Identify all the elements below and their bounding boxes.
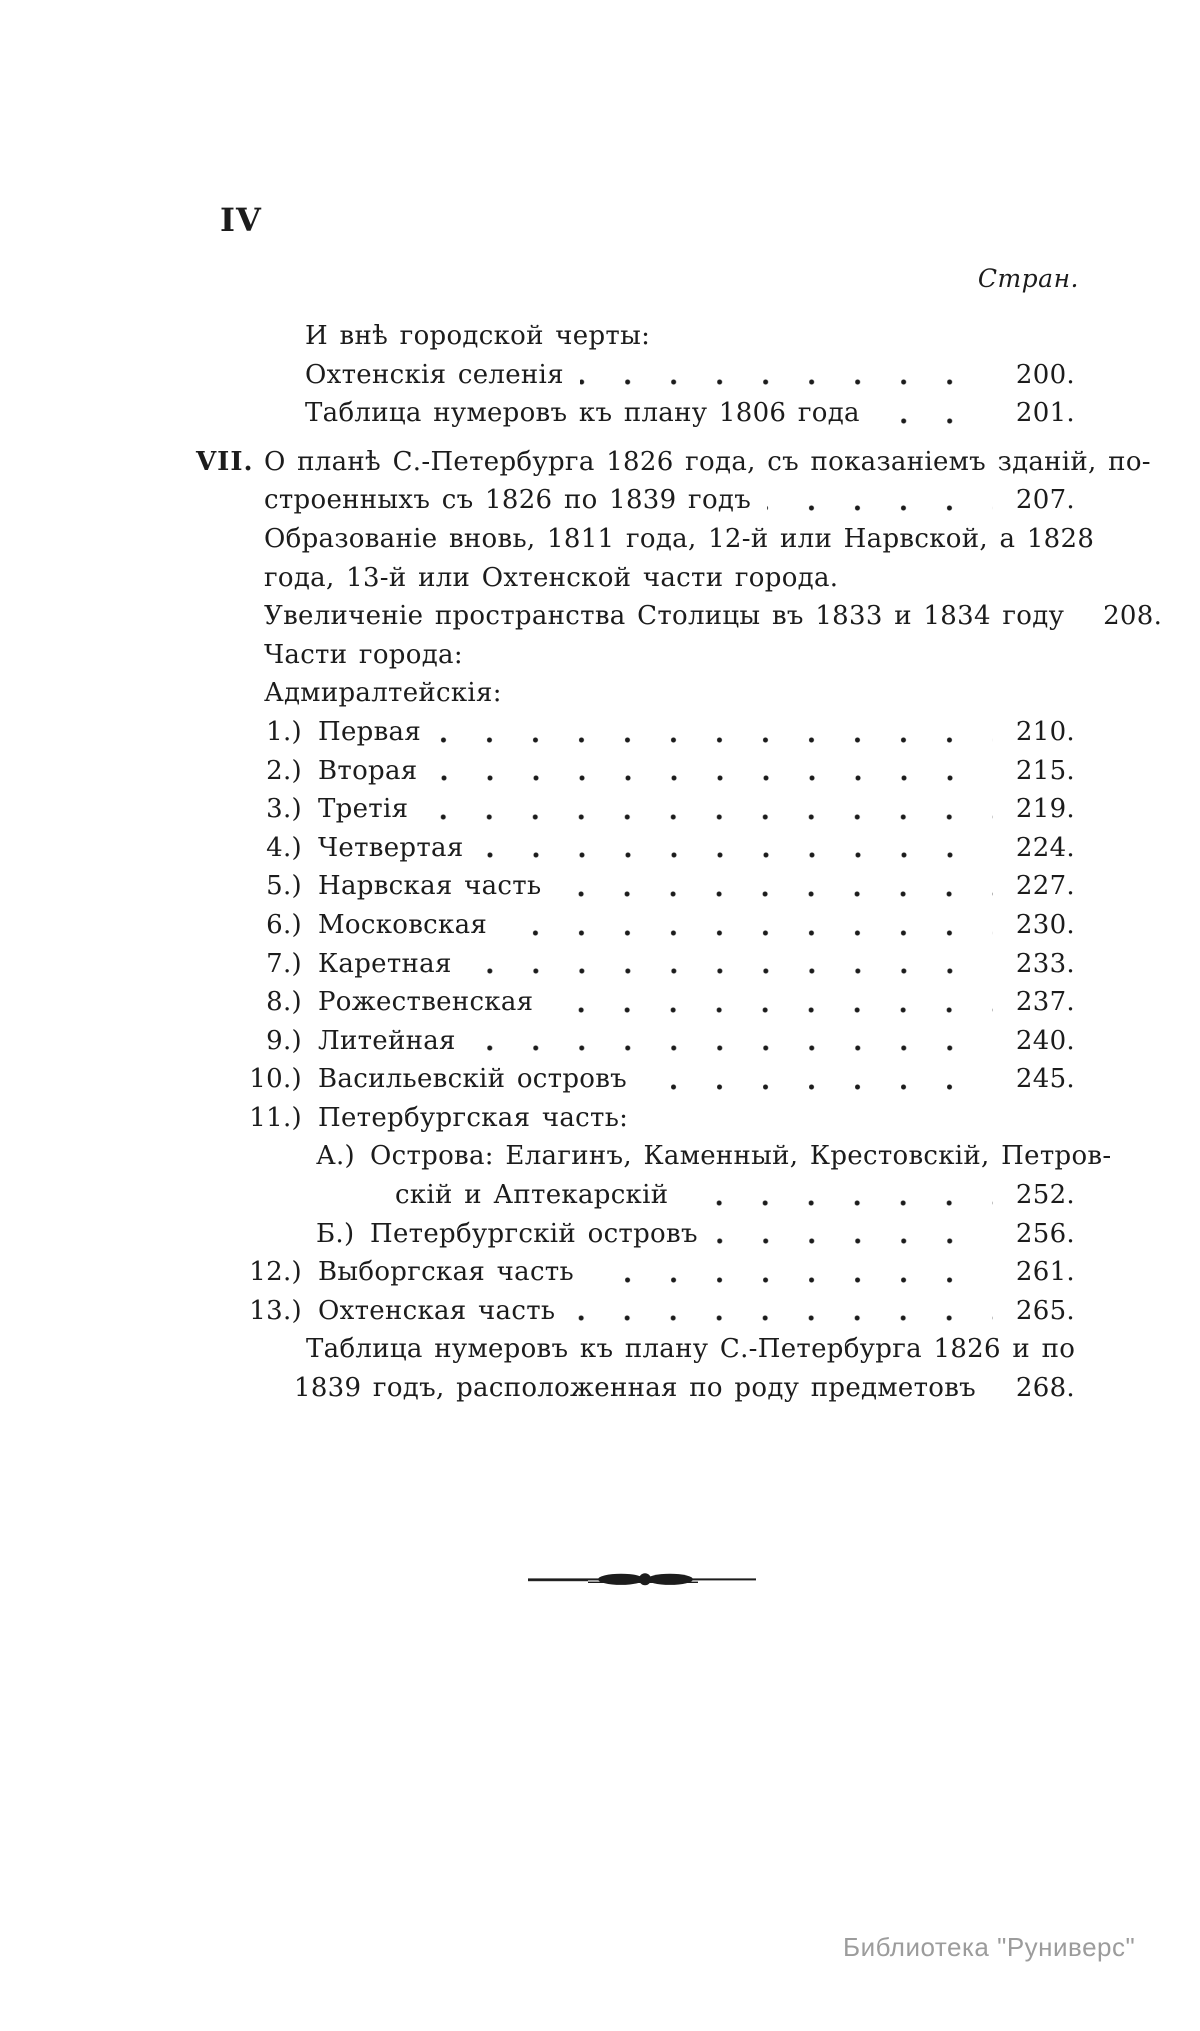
toc-row-page: 207. xyxy=(1015,485,1075,516)
toc-row-number: 2.) xyxy=(266,755,302,786)
toc-row xyxy=(0,1137,1112,1176)
dot-leader xyxy=(876,416,993,426)
toc-row-title: Части города: xyxy=(264,639,463,670)
toc-row-number: Б.) xyxy=(316,1218,355,1249)
toc-row-title: года, 13-й или Охтенской части города. xyxy=(264,562,839,593)
toc-row-number: 5.) xyxy=(266,871,302,902)
toc-row-page: 215. xyxy=(1015,755,1075,786)
toc-row-number: 1.) xyxy=(266,716,302,747)
dot-leader xyxy=(590,1275,993,1285)
toc-row-number: 12.) xyxy=(249,1257,302,1288)
toc-row xyxy=(0,1369,1075,1408)
dot-leader xyxy=(549,1005,993,1015)
toc-row-title: Первая xyxy=(318,716,422,747)
dot-leader xyxy=(503,928,993,938)
dot-leader xyxy=(684,1198,993,1208)
toc-row-page: 265. xyxy=(1015,1295,1075,1326)
toc-row-number: 3.) xyxy=(266,794,302,825)
toc-row-title: Таблица нумеровъ къ плану С.-Петербурга 1826 и по xyxy=(306,1334,1076,1365)
toc-row-title: Охтенскія селенія xyxy=(305,359,564,390)
toc-row-number: 4.) xyxy=(266,832,302,863)
dot-leader xyxy=(714,1236,993,1246)
toc-row xyxy=(0,356,1075,395)
toc-row-number: VII. xyxy=(196,446,254,477)
section-divider-ornament xyxy=(528,1571,756,1587)
toc-row-title: Литейная xyxy=(318,1025,456,1056)
toc-row-page: 210. xyxy=(1015,716,1075,747)
dot-leader xyxy=(468,966,993,976)
toc-row-number: 13.) xyxy=(249,1295,302,1326)
toc-row-title: Третія xyxy=(318,794,409,825)
toc-row xyxy=(0,1060,1075,1099)
toc-row-page: 219. xyxy=(1015,794,1075,825)
dot-leader xyxy=(571,1313,993,1323)
toc-row xyxy=(0,520,1095,559)
toc-row-page: 227. xyxy=(1015,871,1075,902)
toc-row-title: Четвертая xyxy=(318,832,464,863)
toc-row-title: Адмиралтейскія: xyxy=(264,678,502,709)
toc-row xyxy=(0,481,1075,520)
dot-leader xyxy=(437,735,993,745)
toc-row xyxy=(0,317,1075,356)
toc-row xyxy=(0,394,1075,433)
toc-row-title: Охтенская часть xyxy=(318,1295,556,1326)
toc-row-page: 261. xyxy=(1015,1257,1075,1288)
toc-row-title: скій и Аптекарскій xyxy=(395,1180,669,1211)
toc-row-page: 224. xyxy=(1015,832,1075,863)
toc-row-title: Острова: Елагинъ, Каменный, Крестовскій, Петров- xyxy=(370,1141,1112,1172)
page-column-header: Стран. xyxy=(977,264,1079,293)
toc-row xyxy=(0,867,1075,906)
toc-row xyxy=(0,713,1075,752)
toc-row xyxy=(0,752,1075,791)
dot-leader xyxy=(580,377,993,387)
toc-row-page: 208. xyxy=(1103,601,1163,632)
toc-row-title: Петербургская часть: xyxy=(318,1102,629,1133)
toc-row-title: Васильевскій островъ xyxy=(318,1064,627,1095)
toc-row xyxy=(0,829,1075,868)
toc-row-page: 252. xyxy=(1015,1180,1075,1211)
dot-leader xyxy=(557,889,993,899)
toc-row xyxy=(0,559,1075,598)
toc-row-page: 233. xyxy=(1015,948,1075,979)
dot-leader xyxy=(992,1391,993,1401)
toc-row xyxy=(0,1176,1075,1215)
toc-row-title: строенныхъ съ 1826 по 1839 годъ xyxy=(264,485,752,516)
toc-row-title: Увеличеніе пространства Столицы въ 1833 и 1834 году xyxy=(264,601,1065,632)
toc-row xyxy=(0,1022,1075,1061)
toc-row xyxy=(0,1253,1075,1292)
toc-row-number: 9.) xyxy=(266,1025,302,1056)
toc-row xyxy=(0,1099,1075,1138)
toc-row-number: 8.) xyxy=(266,987,302,1018)
toc-row xyxy=(0,945,1075,984)
page-number-folio: IV xyxy=(220,201,262,239)
toc-row-page: 200. xyxy=(1015,359,1075,390)
toc-row-number: 11.) xyxy=(249,1102,302,1133)
dot-leader xyxy=(424,812,993,822)
toc-row xyxy=(0,1215,1075,1254)
toc-row xyxy=(0,636,1075,675)
library-watermark: Библиотека "Руниверс" xyxy=(843,1932,1136,1962)
dot-leader xyxy=(480,850,993,860)
toc-row-title: Вторая xyxy=(318,755,418,786)
toc-row-title: Каретная xyxy=(318,948,452,979)
toc-row-title: О планѣ С.-Петербурга 1826 года, съ показаніемъ зданій, по- xyxy=(264,446,1151,477)
toc-row xyxy=(0,1330,1075,1369)
toc-row-page: 240. xyxy=(1015,1025,1075,1056)
toc-row-number: 7.) xyxy=(266,948,302,979)
toc-row-page: 201. xyxy=(1015,398,1075,429)
toc-row xyxy=(0,1292,1075,1331)
toc-row-title: Образованіе вновь, 1811 года, 12-й или Нарвской, а 1828 xyxy=(264,523,1095,554)
dot-leader xyxy=(434,773,994,783)
toc-row xyxy=(0,983,1075,1022)
toc-row-number: 10.) xyxy=(249,1064,302,1095)
toc-row-title: Нарвская часть xyxy=(318,871,542,902)
toc-row xyxy=(0,674,1075,713)
toc-row-page: 237. xyxy=(1015,987,1075,1018)
toc-row xyxy=(0,906,1075,945)
dot-leader xyxy=(767,503,993,513)
toc-row xyxy=(0,790,1075,829)
dot-leader xyxy=(472,1043,993,1053)
table-of-contents xyxy=(0,317,1163,1408)
toc-row xyxy=(0,443,1151,482)
toc-row-title: Выборгская часть xyxy=(318,1257,574,1288)
toc-row xyxy=(0,597,1163,636)
toc-row-title: Рожественская xyxy=(318,987,534,1018)
dot-leader xyxy=(643,1082,993,1092)
toc-row-title: Таблица нумеровъ къ плану 1806 года xyxy=(305,398,860,429)
toc-row-title: И внѣ городской черты: xyxy=(305,321,651,351)
toc-row-title: Московская xyxy=(318,909,488,940)
toc-row-page: 230. xyxy=(1015,909,1075,940)
toc-row-number: 6.) xyxy=(266,909,302,940)
toc-row-title: 1839 годъ, расположенная по роду предметовъ xyxy=(294,1373,976,1404)
toc-row-page: 245. xyxy=(1015,1064,1075,1095)
toc-row-title: Петербургскій островъ xyxy=(370,1218,698,1249)
toc-row-number: А.) xyxy=(316,1141,355,1172)
toc-row-page: 256. xyxy=(1015,1218,1075,1249)
toc-row-page: 268. xyxy=(1015,1373,1075,1404)
